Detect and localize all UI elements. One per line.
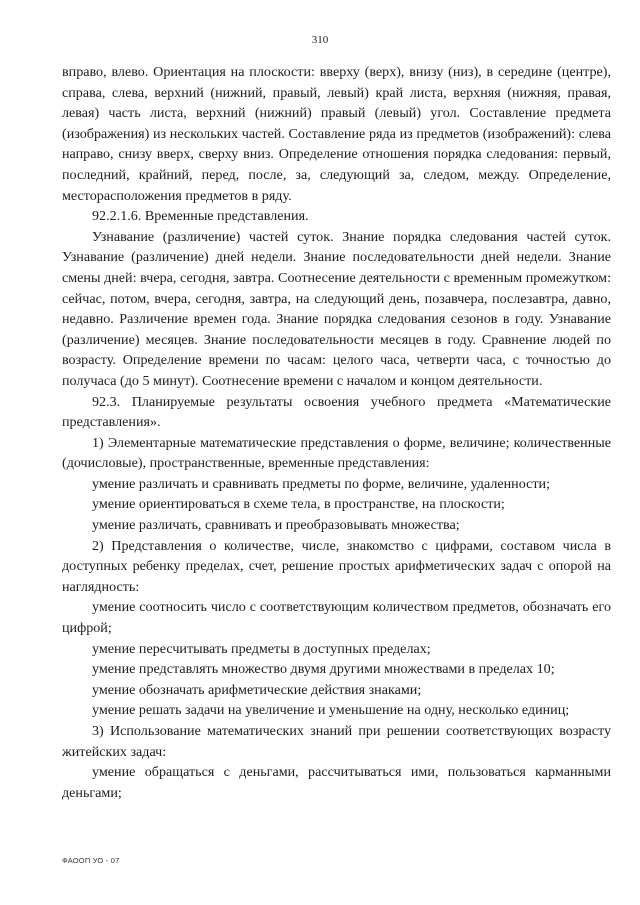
list-item-1-heading: 1) Элементарные математические представления о форме, величине; количественные (дочисловые), пространственные, временные представления: [62,434,611,472]
list-item: умение пересчитывать предметы в доступных пределах; [92,640,431,657]
section-heading-planned-results: 92.3. Планируемые результаты освоения учебного предмета «Математические представления». [62,393,611,431]
list-item: умение различать, сравнивать и преобразовывать множества; [92,517,460,534]
list-item: умение обращаться с деньгами, рассчитываться ими, пользоваться карманными деньгами; [62,764,611,801]
section-heading-time-concepts: 92.2.1.6. Временные представления. [92,208,309,225]
document-footer: ФАООП УО - 07 [62,856,120,865]
page-number: 310 [311,34,329,46]
paragraph-spatial-orientation: вправо, влево. Ориентация на плоскости: вверху (верх), внизу (низ), в середине (центре), справа, слева, верхний (нижний, правый, левый) край листа, верхняя (нижняя, правая, левая) часть листа, верхний (нижний) правый (левый) угол. Составление предмета (изображения) из нескольких частей. Составление ряда из предметов (изображений): слева направо, снизу вверх, сверху вниз. Определение отношения порядка следования: первый, последний, крайний, перед, после, за, следующий за, следом, между. Определение, месторасположения предметов в ряду. [62,64,611,204]
list-item-3-heading: 3) Использование математических знаний при решении соответствующих возрасту житейских задач: [62,723,611,760]
list-item: умение представлять множество двумя другими множествами в пределах 10; [92,661,555,678]
list-item: умение ориентироваться в схеме тела, в пространстве, на плоскости; [92,496,505,513]
paragraph-time-concepts: Узнавание (различение) частей суток. Знание порядка следования частей суток. Узнавание (различение) дней недели. Знание последовательности дней недели. Знание смены дней: вчера, сегодня, завтра. Соотнесение деятельности с временным промежутком: сейчас, потом, вчера, сегодня, завтра, на следующий день, позавчера, послезавтра, давно, недавно. Различение времен года. Знание порядка следования сезонов в году. Узнавание (различение) месяцев. Знание последовательности месяцев в году. Сравнение людей по возрасту. Определение времени по часам: целого часа, четверти часа, с точностью до получаса (до 5 минут). Соотнесение времени с началом и концом деятельности. [62,228,611,389]
document-body [62,62,611,803]
list-item-2-heading: 2) Представления о количестве, числе, знакомство с цифрами, составом числа в доступных ребенку пределах, счет, решение простых арифметических задач с опорой на наглядность: [62,537,611,595]
list-item: умение соотносить число с соответствующим количеством предметов, обозначать его цифрой; [62,599,611,637]
list-item: умение решать задачи на увеличение и уменьшение на одну, несколько единиц; [92,702,570,719]
list-item: умение различать и сравнивать предметы по форме, величине, удаленности; [92,475,550,492]
list-item: умение обозначать арифметические действия знаками; [92,681,422,698]
